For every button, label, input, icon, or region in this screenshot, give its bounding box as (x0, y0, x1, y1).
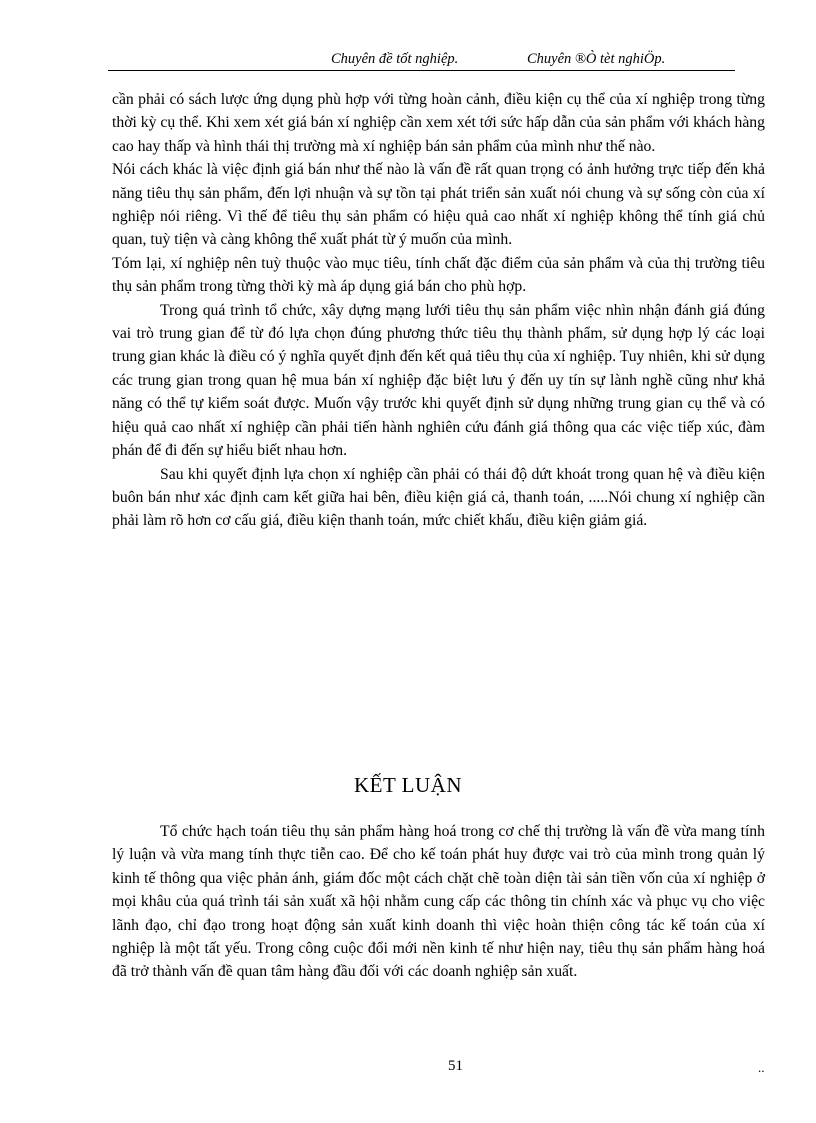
running-header (108, 50, 735, 71)
paragraph-summary: Tóm lại, xí nghiệp nên tuỳ thuộc vào mục tiêu, tính chất đặc điểm của sản phẩm và của thị trường tiêu thụ sản phẩm trong từng thời kỳ mà áp dụng giá bán cho phù hợp. (112, 254, 765, 296)
conclusion-paragraph: Tổ chức hạch toán tiêu thụ sản phẩm hàng hoá trong cơ chế thị trường là vấn đề vừa mang tính lý luận và vừa mang tính thực tiễn cao. Để cho kế toán phát huy được vai trò của mình trong quản lý kinh tế thông qua việc phản ánh, giám đốc một cách chặt chẽ toàn diện tài sản tiền vốn của xí nghiệp ở mọi khâu của quá trình tái sản xuất xã hội nhằm cung cấp các thông tin chính xác và phục vụ cho việc lãnh đạo, chỉ đạo trong hoạt động sản xuất kinh doanh thì việc hoàn thiện công tác kế toán của xí nghiệp là một tất yếu. Trong công cuộc đổi mới nền kinh tế như hiện nay, tiêu thụ sản phẩm hàng hoá đã trở thành vấn đề quan tâm hàng đầu đối với các doanh nghiệp sản xuất. (112, 823, 765, 981)
header-title-right: Chuyên ®Ò tèt nghiÖp. (527, 51, 666, 67)
page-number: 51 (448, 1058, 463, 1074)
paragraph-intermediaries: Trong quá trình tổ chức, xây dựng mạng lưới tiêu thụ sản phẩm việc nhìn nhận đánh giá đúng vai trò trung gian để từ đó lựa chọn đúng phương thức tiêu thụ thành phẩm, sử dụng hợp lý các loại trung gian khác là điều có ý nghĩa quyết định đến kết quả tiêu thụ của xí nghiệp. Tuy nhiên, khi sử dụng các trung gian trong quan hệ mua bán xí nghiệp đặc biệt lưu ý đến uy tín sự lành nghề cũng như khả năng có thể tự kiểm soát được. Muốn vậy trước khi quyết định sử dụng những trung gian cụ thể và có hiệu quả cao nhất xí nghiệp cần phải tiến hành nghiên cứu đánh giá thông qua các việc tiếp xúc, đàm phán để đi đến sự hiểu biết nhau hơn. (112, 301, 765, 460)
conclusion-text (112, 820, 765, 984)
paragraph-pricing-importance: Nói cách khác là việc định giá bán như thế nào là vấn đề rất quan trọng có ảnh hưởng trực tiếp đến khả năng tiêu thụ sản phẩm, đến lợi nhuận và sự tồn tại phát triển sản xuất nói chung và sự sống còn của xí nghiệp nói riêng. Vì thế để tiêu thụ sản phẩm có hiệu quả cao nhất xí nghiệp không thể tính giá chủ quan, tuỳ tiện và càng không thể xuất phát từ ý muốn của mình. (112, 161, 765, 249)
body-text (112, 88, 765, 533)
paragraph-pricing-strategy: cần phải có sách lược ứng dụng phù hợp với từng hoàn cảnh, điều kiện cụ thể của xí nghiệp trong từng thời kỳ cụ thể. Khi xem xét giá bán xí nghiệp cần xem xét tới sức hấp dẫn của sản phẩm với khách hàng cao hay thấp và hình thái thị trường mà xí nghiệp bán sản phẩm của mình như thế nào. (112, 91, 765, 155)
paragraph-trade-terms: Sau khi quyết định lựa chọn xí nghiệp cần phải có thái độ dứt khoát trong quan hệ và điều kiện buôn bán như xác định cam kết giữa hai bên, điều kiện giá cả, thanh toán, .....Nói chung xí nghiệp cần phải làm rõ hơn cơ cấu giá, điều kiện thanh toán, mức chiết khấu, điều kiện giảm giá. (112, 465, 765, 530)
header-title-left: Chuyên đề tốt nghiệp. (331, 51, 459, 67)
conclusion-heading: KẾT LUẬN (353, 773, 462, 797)
footer-mark: .. (758, 1060, 765, 1075)
